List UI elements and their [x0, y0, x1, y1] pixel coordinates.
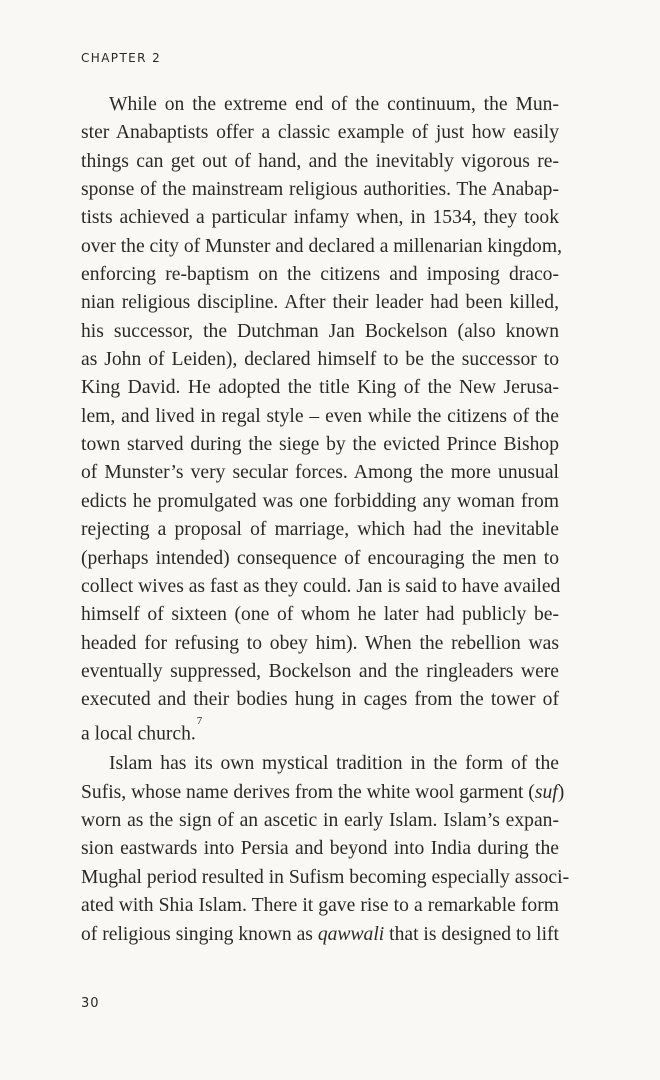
- text-line-content: a local church.: [81, 723, 196, 745]
- running-head: CHAPTER 2: [81, 51, 162, 65]
- text-line: edicts he promulgated was one forbidding any woman from: [81, 490, 559, 512]
- text-line: his successor, the Dutchman Jan Bockelson (also known: [81, 320, 559, 342]
- text-segment: Sufis, whose name derives from the white wool garment (: [81, 781, 535, 803]
- text-line: headed for refusing to obey him). When the rebellion was: [81, 632, 559, 654]
- text-line: as John of Leiden), declared himself to be the successor to: [81, 349, 559, 371]
- text-line: (perhaps intended) consequence of encouraging the men to: [81, 547, 559, 569]
- text-line: ated with Shia Islam. There it gave rise to a remarkable form: [81, 895, 559, 917]
- text-line: Islam has its own mystical tradition in the form of the: [109, 753, 559, 775]
- page-number: 30: [81, 996, 100, 1011]
- text-line: worn as the sign of an ascetic in early Islam. Islam’s expan-: [81, 810, 559, 832]
- text-line: sponse of the mainstream religious authorities. The Anabap-: [81, 179, 559, 201]
- body-text: [81, 91, 570, 949]
- text-line: himself of sixteen (one of whom he later had publicly be-: [81, 604, 559, 626]
- text-line: rejecting a proposal of marriage, which had the inevitable: [81, 519, 559, 541]
- italic-term: qawwali: [317, 923, 385, 945]
- text-line: collect wives as fast as they could. Jan is said to have availed: [81, 575, 561, 597]
- text-line: lem, and lived in regal style – even while the citizens of the: [81, 405, 559, 427]
- text-line: While on the extreme end of the continuum, the Mun-: [109, 94, 559, 115]
- text-line-last: [81, 715, 559, 749]
- text-line: sion eastwards into Persia and beyond into India during the: [81, 838, 559, 860]
- paragraph-sufism: [81, 750, 570, 948]
- text-line: [81, 921, 559, 949]
- text-line: ster Anabaptists offer a classic example of just how easily: [81, 122, 559, 144]
- text-line: of Munster’s very secular forces. Among the more unusual: [81, 462, 559, 484]
- text-line: nian religious discipline. After their leader had been killed,: [81, 292, 559, 314]
- text-line: Mughal period resulted in Sufism becoming especially associ-: [81, 866, 570, 888]
- text-segment: ): [557, 781, 565, 803]
- text-line: eventually suppressed, Bockelson and the ringleaders were: [81, 660, 559, 682]
- text-line: executed and their bodies hung in cages from the tower of: [81, 689, 559, 711]
- endnote-reference[interactable]: 7: [196, 714, 203, 727]
- text-line: town starved during the siege by the evicted Prince Bishop: [81, 434, 559, 456]
- text-segment: that is designed to lift: [384, 923, 559, 945]
- text-line: [81, 779, 565, 807]
- text-line: enforcing re-baptism on the citizens and imposing draco-: [81, 264, 559, 286]
- text-line: over the city of Munster and declared a millenarian kingdom,: [81, 235, 562, 257]
- text-line: things can get out of hand, and the inevitably vigorous re-: [81, 150, 559, 172]
- text-segment: of religious singing known as: [81, 923, 318, 945]
- text-line: tists achieved a particular infamy when, in 1534, they took: [81, 207, 559, 229]
- text-line: King David. He adopted the title King of the New Jerusa-: [81, 377, 559, 399]
- paragraph-anabaptists: [81, 91, 562, 748]
- italic-term: suf: [534, 781, 558, 803]
